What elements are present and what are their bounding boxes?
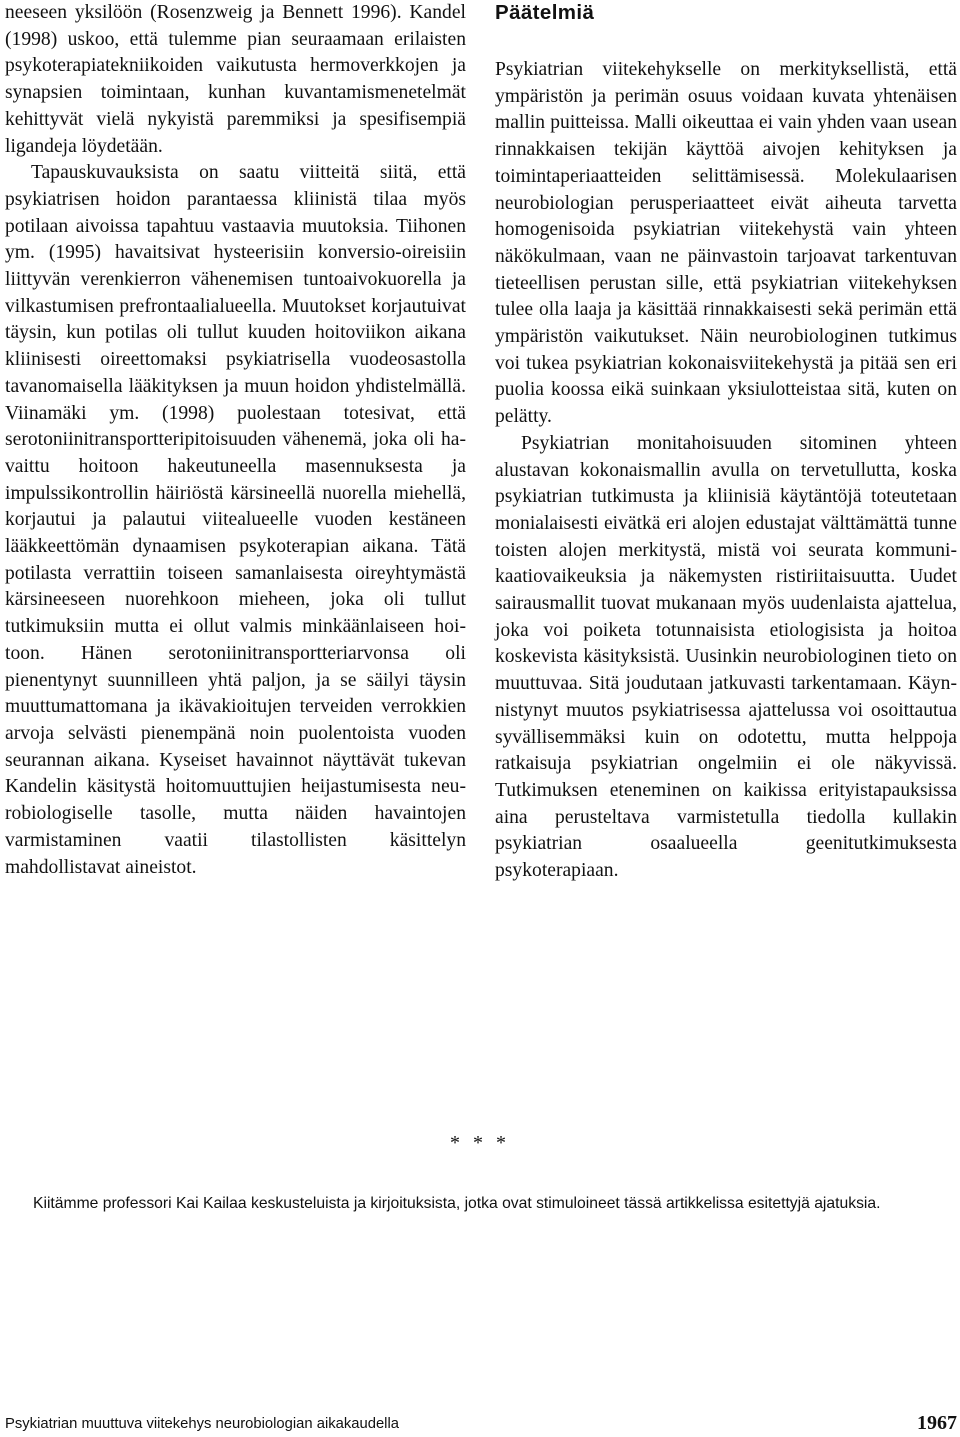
left-column (5, 0, 466, 881)
body-paragraph: neeseen yksilöön (Rosenzweig ja Bennett 1996). Kandel (1998) uskoo, että tulemme pian seuraamaan erilaisten psykoterapiatekniikoiden vaikutusta hermoverkkojen ja synapsien toimintaan, kunhan kuvantamismenetelmät kehittyvät vielä nykyistä paremmiksi ja spesifisempiä ligandeja löydetään. (5, 2, 466, 157)
section-heading: Päätelmiä (495, 1, 595, 24)
body-paragraph: Psykiatrian monitahoisuuden sitominen yhteen alustavan kokonaismallin avulla on tervetullutta, koska psykiatrian tutkimusta ja kliinisiä käytäntöjä toteutetaan monialaisesti eivätkä eri alojen edustajat välttämättä tunne toisten alojen merkitystä, mistä voi seurata kommunikaatiovaikeuksia ja näkemysten ristiriitaisuutta. Uudet sairausmallit tuovat mukanaan myös uudenlaista ajattelua, joka voi poiketa totunnaisista etiologisista ja hoitoa koskevista käsityksistä. Uusinkin neurobiologinen tieto on muuttuvaa. Sitä joudutaan jatkuvasti tarkentamaan. Käynnistynyt muutos psykiatrisessa ajattelussa voi osoittautua syvällisemmäksi kuin on odotettu, mutta helppoja ratkaisuja psykiatrian ongelmiin ei ole näkyvissä. Tutkimuksen eteneminen on kaikissa erityistapauksissa aina perusteltava varmistetulla tiedolla kullakin psykiatrian osaalueella geenitutkimuksesta psykoterapiaan. (495, 432, 957, 882)
body-paragraph: Psykiatrian viitekehykselle on merkityksellistä, että ympäristön ja perimän osuus voidaan kuvata yhtenäisen mallin puitteissa. Malli oikeuttaa ei vain yhden vaan usean rinnakkaisen tekijän käyttöä aivojen kehityksen ja toimintaperiaatteiden selittämisessä. Molekulaarisen neurobiologian perusperiaatteet eivät aiheuta tarvetta homogenisoida psykiatrian viitekehystä vain yhteen näkökulmaan, vaan ne päinvastoin tarjoavat tarkentuvan tieteellisen perustan sille, että psykiatrian viitekehyksen tulee olla laaja ja käsittää rinnakkaisesti sekä perimän että ympäristön vaikutukset. Näin neurobiologinen tutkimus voi tukea psykiatrian kokonaisviitekehystä ja pitää sen eri puolia koossa eikä suinkaan yksiulotteistaa sitä, kuten on pelätty. (495, 59, 957, 428)
acknowledgement: Kiitämme professori Kai Kailaa keskusteluista ja kirjoituksista, jotka ovat stimuloineet tässä artikkelissa esitettyjä ajatuksia. (33, 1195, 881, 1212)
running-title: Psykiatrian muuttuva viitekehys neurobiologian aikakaudella (5, 1416, 399, 1432)
section-separator: * * * (450, 1132, 510, 1154)
page-number: 1967 (917, 1412, 957, 1434)
right-column (495, 0, 957, 885)
page-footer (5, 1411, 957, 1437)
body-paragraph: Tapauskuvauksista on saatu viitteitä siitä, että psykiatrisen hoidon parantaessa kliinistä tilaa myös potilaan aivoissa tapahtuu vastaavia muutoksia. Tiihonen ym. (1995) havaitsivat hysteerisiin konversio-oireisiin liittyvän verenkierron vähenemisen tuntoaivokuorella ja vilkastumisen prefrontaalialueella. Muutokset korjautuivat täysin, kun potilas oli tullut kuuden hoitoviikon aikana kliinisesti oireettomaksi psykiatrisella vuodeosastolla tavanomaisella lääkityksen ja muun hoidon yhdistelmällä. Viinamäki ym. (1998) puolestaan totesivat, että serotoniinitransportteripitoisuuden vähenemä, joka oli havaittu hoitoon hakeutuneella masennuksesta ja impulssikontrollin häiriöstä kärsineellä nuorella miehellä, korjautui ja palautui viitealueelle vuoden kestäneen lääkkeettömän dynaamisen psykoterapian aikana. Tätä potilasta verrattiin toiseen samanlaisesta oireyhtymästä kärsineeseen nuorehkoon mieheen, joka oli tullut tutkimuksiin mutta ei ollut valmis minkäänlaiseen hoitoon. Hänen serotoniinitransportteriarvonsa oli pienentynyt suunnilleen yhtä paljon, ja se säilyi täysin muuttumattomana ja ikävakioitujen terveiden verrokkien arvoja selvästi pienempänä noin puolentoista vuoden seurannan aikana. Kyseiset havainnot näyttävät tukevan Kandelin käsitystä hoitomuuttujien heijastumisesta neurobiologiselle tasolle, mutta näiden havaintojen varmistaminen vaatii tilastollisten käsittelyn mahdollistavat aineistot. (5, 162, 466, 878)
